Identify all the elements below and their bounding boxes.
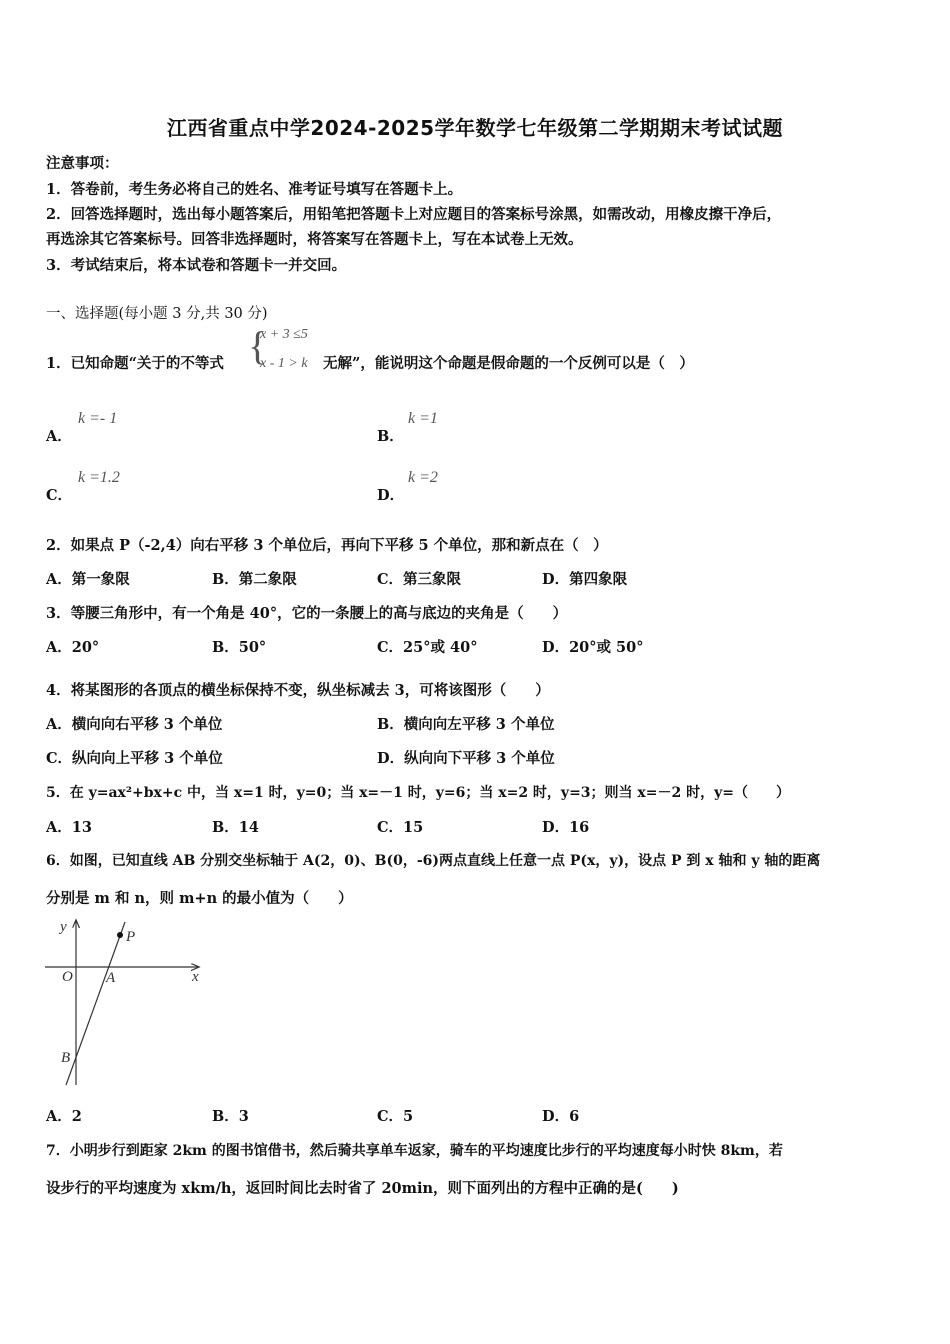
question-4: 4．将某图形的各顶点的横坐标保持不变，纵坐标减去 3，可将该图形（ ） xyxy=(46,682,550,699)
y-axis-label: y xyxy=(60,919,67,935)
notice-heading: 注意事项： xyxy=(46,155,119,172)
option-a: A．2 xyxy=(46,1108,82,1125)
option-c: C．25°或 40° xyxy=(377,639,478,656)
question-7-line-2: 设步行的平均速度为 xkm/h，返回时间比去时省了 20min，则下面列出的方程中正确的是( ) xyxy=(46,1180,679,1197)
inequality-2: x - 1 > k xyxy=(260,356,308,371)
point-a-label: A xyxy=(106,970,116,986)
x-axis-label: x xyxy=(192,969,199,985)
question-3: 3．等腰三角形中，有一个角是 40°，它的一条腰上的高与底边的夹角是（ ） xyxy=(46,605,568,622)
page-title: 江西省重点中学2024-2025学年数学七年级第二学期期末考试试题 xyxy=(166,116,784,140)
option-a: k =- 1 xyxy=(78,410,118,427)
notice-line: 1．答卷前，考生务必将自己的姓名、准考证号填写在答题卡上。 xyxy=(46,181,463,198)
option-d: D．第四象限 xyxy=(542,571,628,588)
option-c: C．15 xyxy=(377,819,424,836)
line-ab xyxy=(66,922,125,1085)
option-d: k =2 xyxy=(408,469,438,486)
option-c: C．第三象限 xyxy=(377,571,462,588)
option-b: B．14 xyxy=(212,819,259,836)
question-1-suffix: 无解”，能说明这个命题是假命题的一个反例可以是（ ） xyxy=(323,355,694,372)
option-d: D．纵向向下平移 3 个单位 xyxy=(377,750,555,767)
option-a: A．13 xyxy=(46,819,92,836)
option-label: B． xyxy=(377,428,404,445)
option-label: A． xyxy=(46,428,72,445)
option-b: B．横向向左平移 3 个单位 xyxy=(377,716,555,733)
question-1-prefix: 1．已知命题“关于的不等式 xyxy=(46,355,224,372)
question-6-line-1: 6．如图，已知直线 AB 分别交坐标轴于 A(2，0)、B(0，-6)两点直线上任意一点 P(x，y)，设点 P 到 x 轴和 y 轴的距离 xyxy=(46,853,821,869)
inequality-1: x + 3 ≤5 xyxy=(260,327,308,342)
option-a: A．20° xyxy=(46,639,100,656)
option-a: A．横向向右平移 3 个单位 xyxy=(46,716,223,733)
option-a: A．第一象限 xyxy=(46,571,130,588)
option-d: D．6 xyxy=(542,1108,580,1125)
option-label: D． xyxy=(377,487,405,504)
notice-line: 2．回答选择题时，选出每小题答案后，用铅笔把答题卡上对应题目的答案标号涂黑，如需改动，用橡皮擦干净后， xyxy=(46,206,782,223)
option-b: B．第二象限 xyxy=(212,571,297,588)
option-b: B．50° xyxy=(212,639,267,656)
question-7-line-1: 7．小明步行到距家 2km 的图书馆借书，然后骑共享单车返家，骑车的平均速度比步行的平均速度每小时快 8km，若 xyxy=(46,1143,783,1159)
option-d: D．16 xyxy=(542,819,590,836)
option-c: C．纵向向上平移 3 个单位 xyxy=(46,750,223,767)
coordinate-figure xyxy=(40,915,210,1090)
option-d: D．20°或 50° xyxy=(542,639,644,656)
section-heading: 一、选择题(每小题 3 分,共 30 分) xyxy=(46,306,268,322)
notice-line: 再选涂其它答案标号。回答非选择题时，将答案写在答题卡上，写在本试卷上无效。 xyxy=(46,231,583,248)
question-6-line-2: 分别是 m 和 n，则 m+n 的最小值为（ ） xyxy=(46,890,353,907)
option-b: B．3 xyxy=(212,1108,249,1125)
point-p xyxy=(117,932,123,938)
notice-line: 3．考试结束后，将本试卷和答题卡一并交回。 xyxy=(46,257,347,274)
option-b: k =1 xyxy=(408,410,438,427)
question-2: 2．如果点 P（-2,4）向右平移 3 个单位后，再向下平移 5 个单位，那和新点在（ ） xyxy=(46,537,608,554)
option-label: C． xyxy=(46,487,73,504)
option-c: C．5 xyxy=(377,1108,414,1125)
question-5: 5．在 y=ax²+bx+c 中，当 x=1 时，y=0；当 x=－1 时，y=6；当 x=2 时，y=3；则当 x=－2 时，y=（ ） xyxy=(46,785,790,801)
brace-symbol: { xyxy=(248,323,268,368)
point-p-label: P xyxy=(126,929,136,945)
origin-label: O xyxy=(62,969,73,985)
option-c: k =1.2 xyxy=(78,469,120,486)
point-b-label: B xyxy=(61,1050,71,1066)
